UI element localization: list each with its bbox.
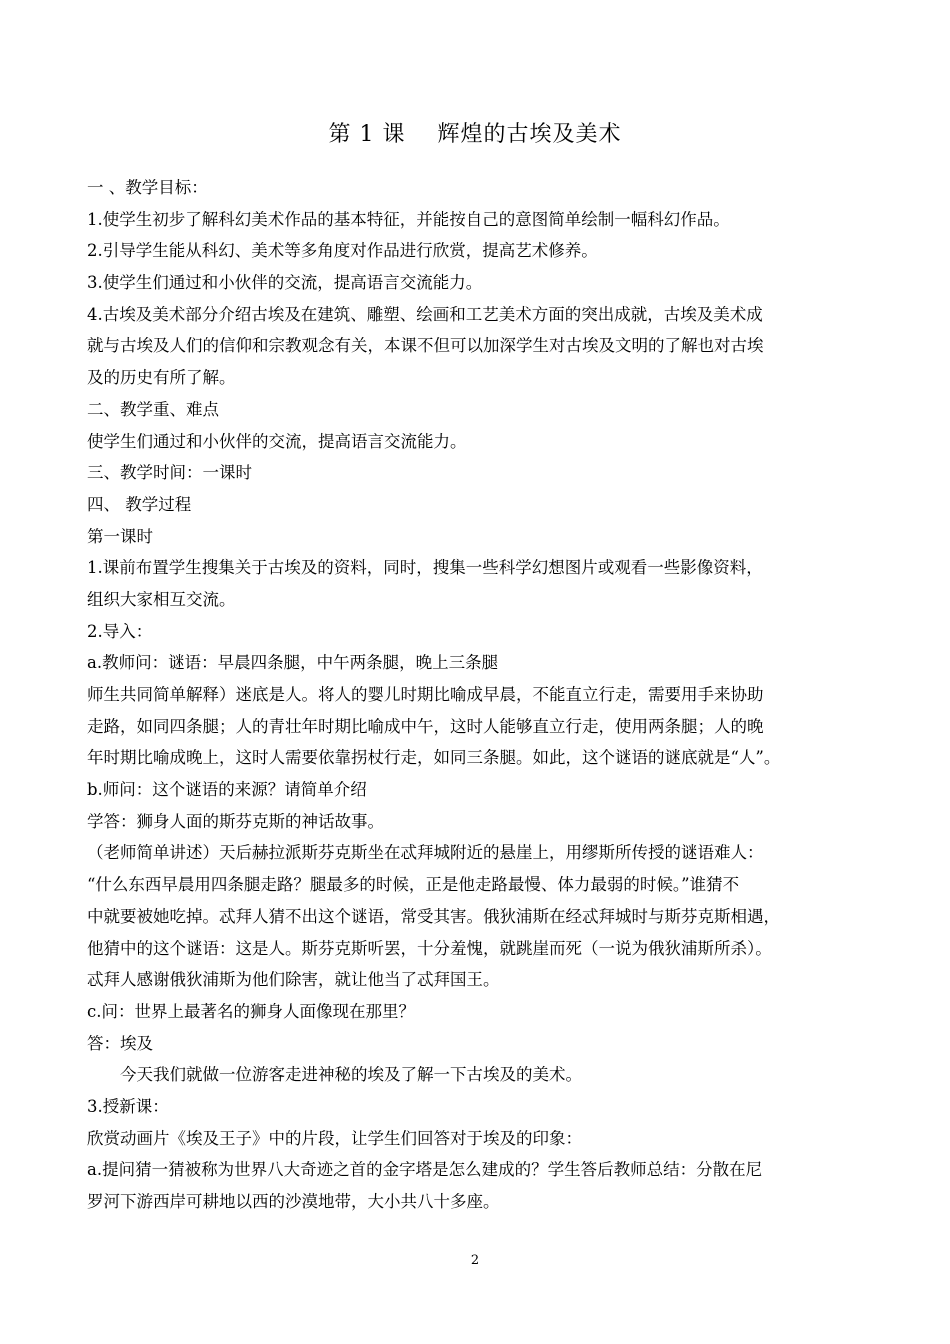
text-line: （老师简单讲述）天后赫拉派斯芬克斯坐在忒拜城附近的悬崖上，用缪斯所传授的谜语难人：	[87, 843, 764, 863]
text-line: a.教师问：谜语：早晨四条腿，中午两条腿，晚上三条腿	[87, 653, 499, 673]
lesson-title: 第 1 课 辉煌的古埃及美术	[328, 122, 622, 147]
text-line: 3.授新课：	[87, 1096, 169, 1116]
text-line: 3.使学生们通过和小伙伴的交流，提高语言交流能力。	[87, 273, 483, 293]
text-line: 他猜中的这个谜语：这是人。斯芬克斯听罢，十分羞愧，就跳崖而死（一说为俄狄浦斯所杀）。	[87, 938, 772, 958]
text-line: 今天我们就做一位游客走进神秘的埃及了解一下古埃及的美术。	[120, 1065, 582, 1085]
text-line: 使学生们通过和小伙伴的交流，提高语言交流能力。	[87, 431, 467, 451]
text-line: 师生共同简单解释）迷底是人。将人的婴儿时期比喻成早晨，不能直立行走，需要用手来协助	[87, 685, 764, 704]
text-line: 年时期比喻成晚上，这时人需要依靠拐杖行走，如同三条腿。如此，这个谜语的谜底就是“人”。	[87, 748, 781, 768]
text-line: 四、 教学过程	[87, 494, 192, 514]
text-line: 就与古埃及人们的信仰和宗教观念有关，本课不但可以加深学生对古埃及文明的了解也对古埃	[87, 336, 764, 356]
text-line: 组织大家相互交流。	[87, 589, 236, 609]
text-line: b.师问：这个谜语的来源？请简单介绍	[87, 780, 367, 800]
text-line: 1.课前布置学生搜集关于古埃及的资料，同时，搜集一些科学幻想图片或观看一些影像资料，	[87, 558, 763, 578]
text-line: a.提问猜一猜被称为世界八大奇迹之首的金字塔是怎么建成的？学生答后教师总结：分散在尼	[87, 1160, 763, 1180]
text-line: 1.使学生初步了解科幻美术作品的基本特征，并能按自己的意图简单绘制一幅科幻作品。	[87, 209, 730, 229]
text-line: 三、教学时间：一课时	[87, 463, 252, 483]
text-line: 2.引导学生能从科幻、美术等多角度对作品进行欣赏，提高艺术修养。	[87, 241, 598, 261]
text-line: 欣赏动画片《埃及王子》中的片段，让学生们回答对于埃及的印象：	[87, 1128, 582, 1148]
text-line: 二、教学重、难点	[87, 399, 219, 419]
document-body	[87, 172, 865, 1218]
text-line: 忒拜人感谢俄狄浦斯为他们除害，就让他当了忒拜国王。	[87, 970, 500, 990]
text-line: 中就要被她吃掉。忒拜人猜不出这个谜语，常受其害。俄狄浦斯在经忒拜城时与斯芬克斯相遇，	[87, 906, 780, 926]
text-line: 学答：狮身人面的斯芬克斯的神话故事。	[87, 811, 384, 831]
text-line: 答：埃及	[87, 1033, 153, 1053]
text-line: 罗河下游西岸可耕地以西的沙漠地带，大小共八十多座。	[87, 1192, 500, 1211]
text-line: “什么东西早晨用四条腿走路？腿最多的时候，正是他走路最慢、体力最弱的时候。”谁猜不	[87, 875, 740, 895]
text-line: 4.古埃及美术部分介绍古埃及在建筑、雕塑、绘画和工艺美术方面的突出成就，古埃及美术成	[87, 304, 763, 324]
text-line: 走路，如同四条腿；人的青壮年时期比喻成中午，这时人能够直立行走，使用两条腿；人的晚	[87, 716, 764, 736]
text-line: 第一课时	[87, 526, 153, 546]
text-line: 及的历史有所了解。	[87, 368, 236, 388]
page-number: 2	[470, 1253, 480, 1268]
text-line: c.问：世界上最著名的狮身人面像现在那里？	[87, 1001, 415, 1021]
text-line: 一 、教学目标：	[87, 178, 208, 197]
text-line: 2.导入：	[87, 621, 153, 641]
